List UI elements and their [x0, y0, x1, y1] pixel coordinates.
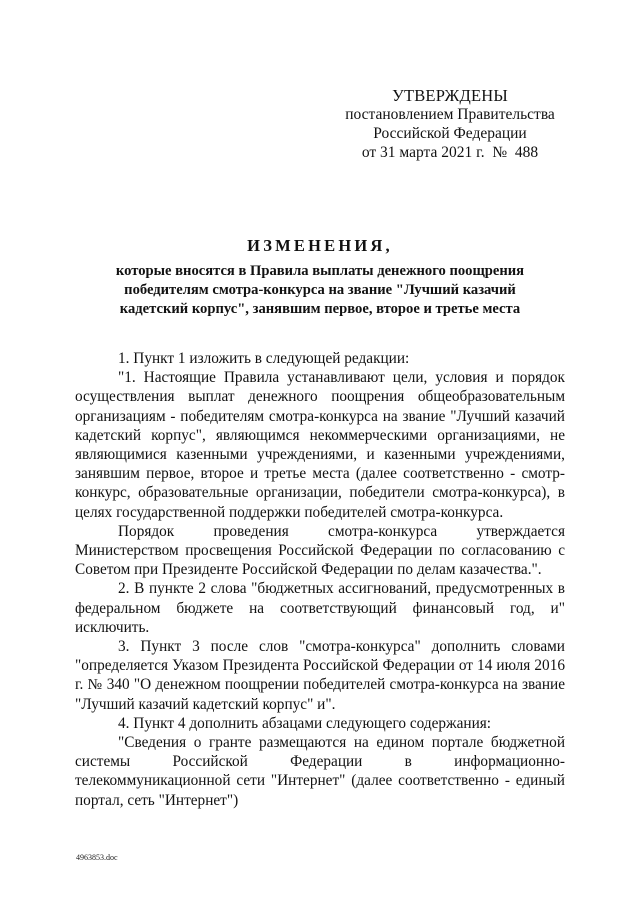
paragraph-quote-rules: "1. Настоящие Правила устанавливают цели, условия и порядок осуществления выплат денежного поощрения общеобразовательным организациям - победителям смотра-конкурса на звание "Лучший казачий кадетский корпус", являющимся некоммерческими организациями, не являющимися казенными учреждениями, и казенными учреждениями, занявшим первое, второе и третье места (далее соответственно - смотр-конкурс, образовательные организации, победители смотра-конкурса), в целях государственной поддержки победителей смотра-конкурса.: [75, 369, 565, 521]
paragraph-item-1: 1. Пункт 1 изложить в следующей редакции:: [118, 350, 410, 367]
paragraph-item-4: 4. Пункт 4 дополнить абзацами следующего содержания:: [118, 714, 492, 732]
approval-block: [330, 86, 570, 162]
approval-line-2: Российской Федерации: [373, 125, 527, 142]
paragraph-procedure: Порядок проведения смотра-конкурса утверждается Министерством просвещения Российской Федерации по согласованию с Советом при Президенте Российской Федерации по делам казачества.".: [75, 522, 565, 579]
paragraph-grant-info: "Сведения о гранте размещаются на едином портале бюджетной системы Российской Федерации в информационно-телекоммуникационной сети "Интернет" (далее соответственно - единый портал, сеть "Интернет"): [75, 734, 565, 809]
approval-line-3: от 31 марта 2021 г. № 488: [361, 144, 539, 161]
document-body: [75, 349, 565, 810]
document-title: ИЗМЕНЕНИЯ,: [247, 236, 393, 255]
paragraph-item-2: 2. В пункте 2 слова "бюджетных ассигнований, предусмотренных в федеральном бюджете на соответствующий финансовый год, и" исключить.: [75, 580, 565, 636]
file-code: 4963853.doc: [76, 853, 118, 862]
document-subtitle: которые вносятся в Правила выплаты денежного поощрения победителям смотра-конкурса на звание "Лучший казачий кадетский корпус", занявшим первое, второе и третье места: [115, 263, 525, 317]
approval-line-1: постановлением Правительства: [345, 106, 555, 123]
paragraph-item-3: 3. Пункт 3 после слов "смотра-конкурса" дополнить словами "определяется Указом Президента Российской Федерации от 14 июля 2016 г. № 340 "О денежном поощрении победителей смотра-конкурса на звание "Лучший казачий кадетский корпус" и".: [75, 638, 565, 713]
approval-title: УТВЕРЖДЕНЫ: [392, 86, 508, 105]
